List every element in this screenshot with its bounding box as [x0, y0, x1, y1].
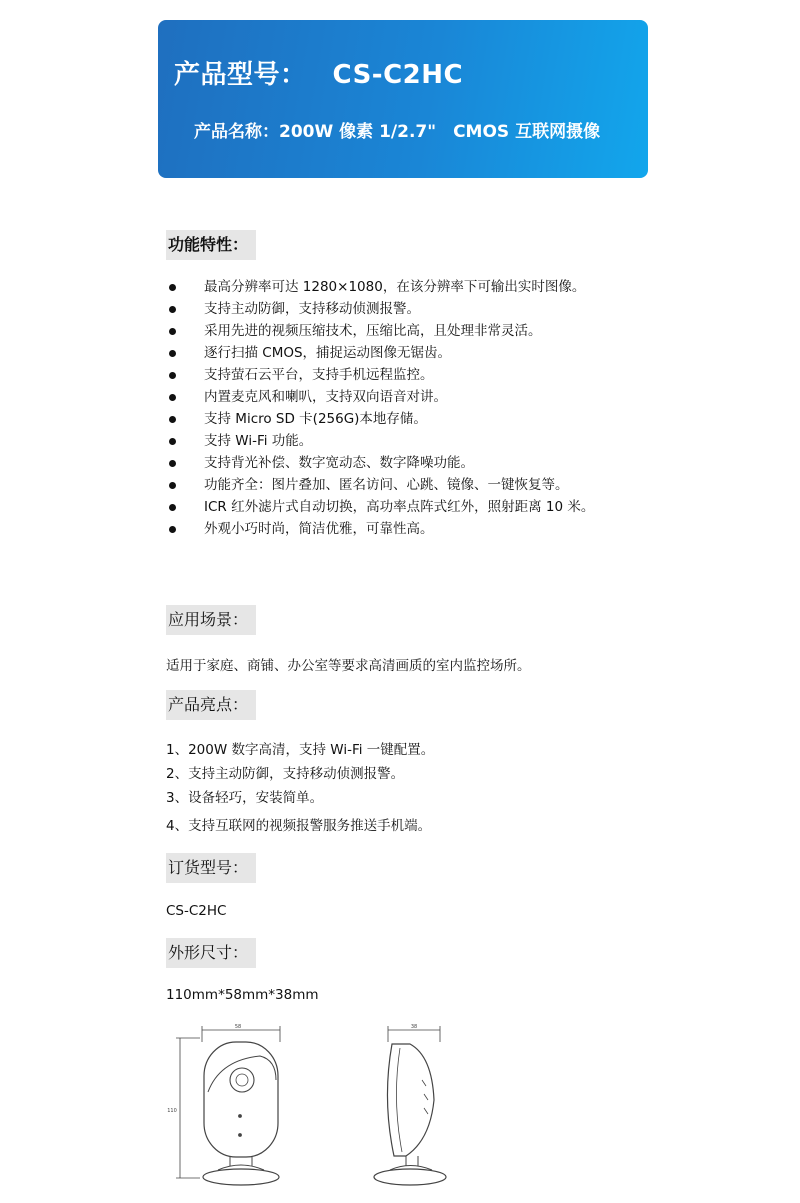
bullet-icon: [169, 438, 176, 445]
bullet-icon: [169, 460, 176, 467]
dimensions-value: 110mm*58mm*38mm: [166, 987, 319, 1003]
order-heading: 订货型号：: [166, 853, 256, 883]
features-heading: 功能特性：: [166, 230, 256, 260]
list-item: 支持 Wi-Fi 功能。: [166, 430, 594, 452]
front-width-label: 58: [234, 1024, 242, 1030]
list-item: 采用先进的视频压缩技术，压缩比高，且处理非常灵活。: [166, 320, 594, 342]
list-item: 1、200W 数字高清，支持 Wi-Fi 一键配置。: [166, 742, 435, 758]
list-item: ICR 红外滤片式自动切换，高功率点阵式红外，照射距离 10 米。: [166, 496, 594, 518]
features-list: [166, 276, 594, 540]
bullet-icon: [169, 284, 176, 291]
list-item: 3、设备轻巧，安装简单。: [166, 790, 324, 806]
camera-side-body: [387, 1044, 434, 1156]
product-name: 产品名称：200W 像素 1/2.7" CMOS 互联网摄像: [194, 122, 601, 142]
list-item: 支持背光补偿、数字宽动态、数字降噪功能。: [166, 452, 594, 474]
list-item: 支持 Micro SD 卡(256G)本地存储。: [166, 408, 594, 430]
bullet-icon: [169, 416, 176, 423]
camera-side-base: [374, 1169, 446, 1185]
model-title: [174, 54, 463, 91]
application-text: 适用于家庭、商铺、办公室等要求高清画质的室内监控场所。: [166, 658, 531, 674]
application-heading: 应用场景：: [166, 605, 256, 635]
bullet-icon: [169, 372, 176, 379]
highlights-heading: 产品亮点：: [166, 690, 256, 720]
side-width-label: 38: [410, 1024, 418, 1030]
front-height-label: 110: [167, 1108, 177, 1114]
list-item: 外观小巧时尚，简洁优雅，可靠性高。: [166, 518, 594, 540]
bullet-icon: [169, 482, 176, 489]
list-item: 逐行扫描 CMOS，捕捉运动图像无锯齿。: [166, 342, 594, 364]
list-item: 内置麦克风和喇叭，支持双向语音对讲。: [166, 386, 594, 408]
list-item: 2、支持主动防御，支持移动侦测报警。: [166, 766, 405, 782]
highlights-list: [166, 738, 434, 838]
bullet-icon: [169, 394, 176, 401]
bullet-icon: [169, 306, 176, 313]
list-item: 功能齐全：图片叠加、匿名访问、心跳、镜像、一键恢复等。: [166, 474, 594, 496]
bullet-icon: [169, 350, 176, 357]
list-item: 支持主动防御，支持移动侦测报警。: [166, 298, 594, 320]
list-item: 最高分辨率可达 1280×1080，在该分辨率下可输出实时图像。: [166, 276, 594, 298]
model-value: CS-C2HC: [332, 60, 464, 90]
dimensions-heading: 外形尺寸：: [166, 938, 256, 968]
model-label: 产品型号：: [174, 60, 307, 90]
bullet-icon: [169, 504, 176, 511]
list-item: 支持萤石云平台，支持手机远程监控。: [166, 364, 594, 386]
list-item: 4、支持互联网的视频报警服务推送手机端。: [166, 818, 432, 834]
bullet-icon: [169, 328, 176, 335]
title-banner: [158, 20, 648, 178]
bullet-icon: [169, 526, 176, 533]
dimension-drawing: [160, 1020, 460, 1190]
order-model-value: CS-C2HC: [166, 903, 227, 919]
camera-front-base: [203, 1169, 279, 1185]
lens-icon: [230, 1068, 254, 1092]
